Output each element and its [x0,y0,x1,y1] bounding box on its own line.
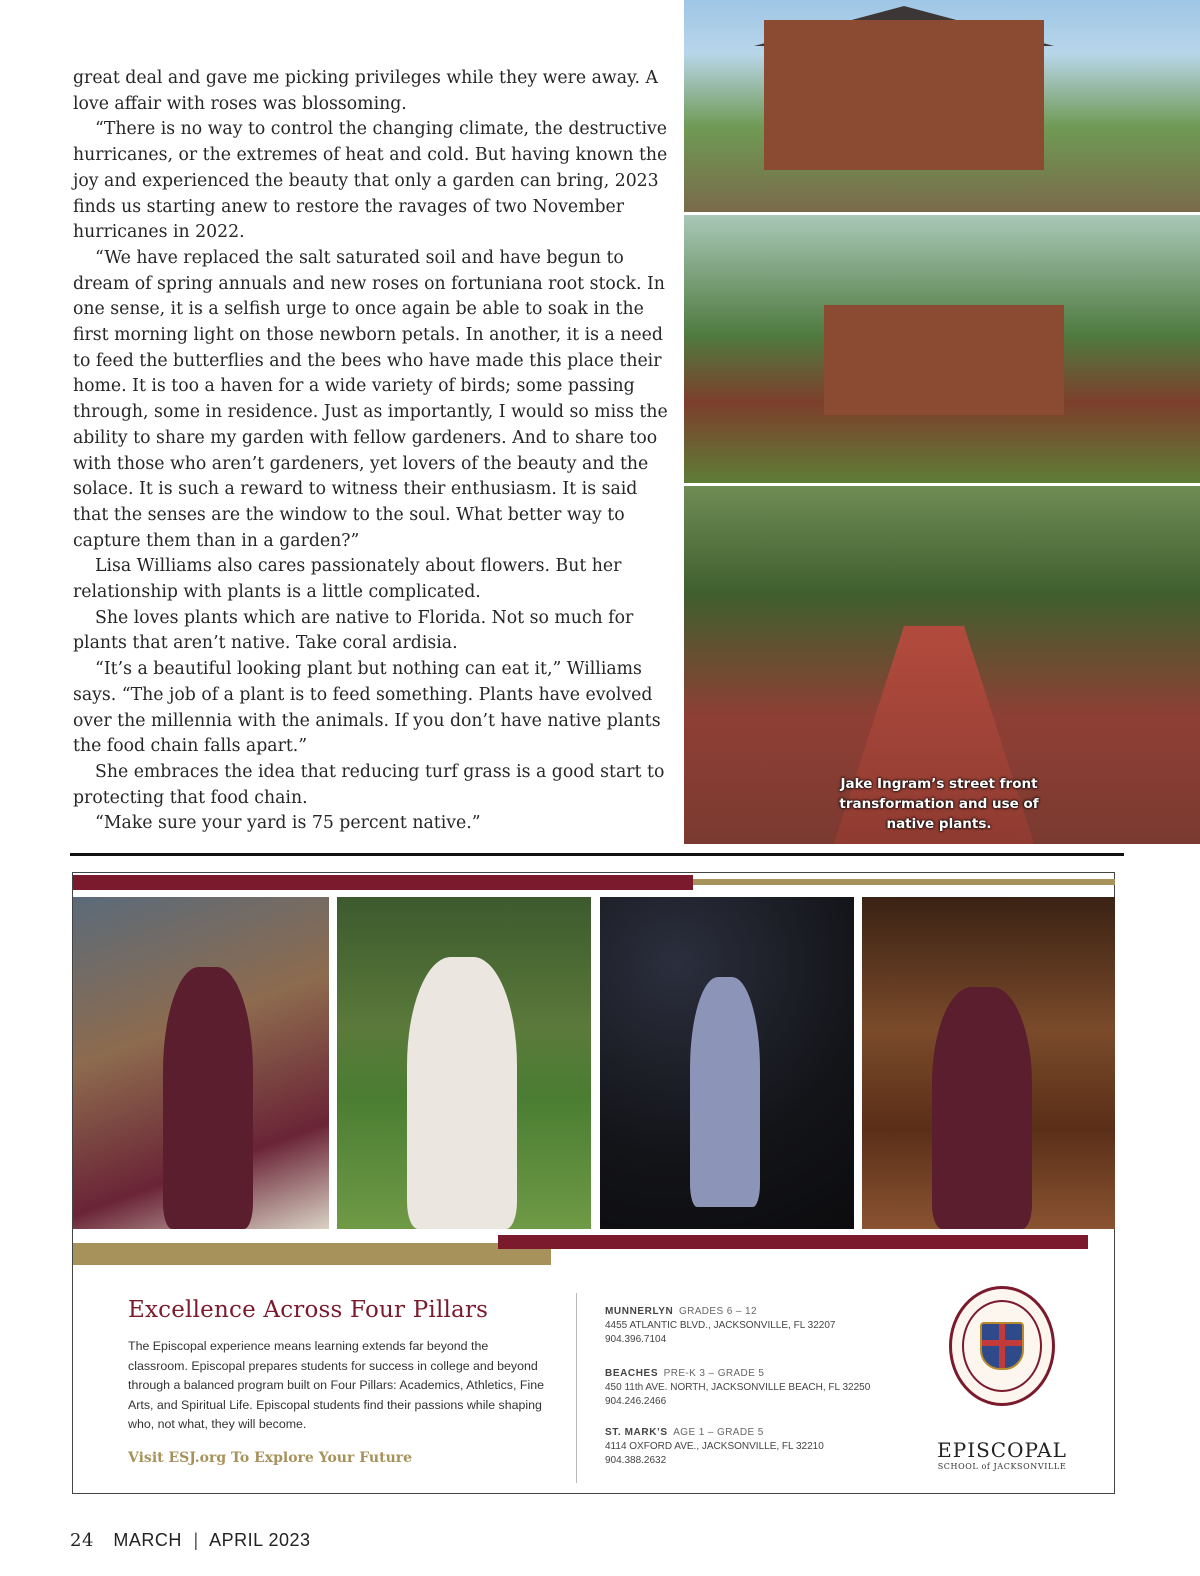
article-paragraph: She loves plants which are native to Florida. Not so much for plants that aren’t native. Take coral ardisia. [73,607,634,654]
brick-house-front [824,305,1064,415]
page-footer [70,1530,311,1551]
campus-name: MUNNERLYN [605,1306,674,1317]
student-figure [163,967,253,1229]
chapel-student-photo [862,897,1115,1229]
issue-month: MARCH [113,1530,182,1550]
dancer-figure [690,977,760,1207]
library-students-photo [73,897,329,1229]
campus-grades: GRADES 6 – 12 [678,1306,757,1317]
campus-address: 4114 OXFORD AVE., JACKSONVILLE, FL 32210 [605,1441,824,1452]
brand-subtitle: SCHOOL of JACKSONVILLE [937,1462,1067,1471]
palm-garden-photo [684,215,1200,483]
article-paragraph: “There is no way to control the changing climate, the destructive hurricanes, or the extremes of heat and cold. But having known the joy and experienced the beauty that only a garden can bring, 2023 finds us starting anew to restore the ravages of two November hurricanes in 2022. [73,119,668,243]
brick-path-photo [684,486,1200,844]
campus-phone: 904.388.2632 [605,1455,667,1466]
page-number: 24 [70,1530,94,1551]
article-body [73,66,673,837]
baseball-player-photo [337,897,591,1229]
article-paragraph: “We have replaced the salt saturated soil and have begun to dream of spring annuals and new roses on fortuniana root stock. In one sense, it is a selfish urge to once again be able to soak in the first morning light on those newborn petals. In another, it is a need to feed the butterflies and the bees who have made this place their home. It is too a haven for a wide variety of birds; some passing through, some in residence. Just as importantly, I would so miss the ability to share my garden with fellow gardeners. And to share too with those who aren’t gardeners, yet lovers of the beauty and the solace. It is such a reward to witness their enthusiasm. It is said that the senses are the window to the soul. What better way to capture them than in a garden?” [73,247,668,551]
section-divider [70,853,1124,856]
shield-icon [980,1322,1024,1370]
campus-name: BEACHES [605,1368,659,1379]
ad-divider [576,1293,577,1483]
school-seal-icon [949,1286,1055,1406]
campus-munnerlyn [605,1305,835,1347]
acolyte-figure [932,987,1032,1229]
brand-name: EPISCOPAL [937,1438,1067,1462]
gold-bar [693,879,1115,885]
campus-address: 450 11th AVE. NORTH, JACKSONVILLE BEACH, FL 32250 [605,1382,871,1393]
article-paragraph: Lisa Williams also cares passionately about flowers. But her relationship with plants is a little complicated. [73,556,622,603]
issue-date: APRIL 2023 [209,1530,311,1550]
ad-body: The Episcopal experience means learning extends far beyond the classroom. Episcopal prepares students for success in college and beyond through a balanced program built on Four Pillars: Academics, Athletics, Fine Arts, and Spiritual Life. Episcopal students find their passions while shaping who, not what, they will become. [128,1339,544,1431]
maroon-bar [73,875,693,890]
gold-bar-lower [73,1243,551,1265]
article-paragraph: “Make sure your yard is 75 percent native.” [95,813,481,834]
campus-grades: AGE 1 – GRADE 5 [673,1427,764,1438]
campus-address: 4455 ATLANTIC BLVD., JACKSONVILLE, FL 32207 [605,1320,836,1331]
episcopal-ad [72,872,1115,1494]
campus-name: ST. MARK’S [605,1427,668,1438]
campus-phone: 904.396.7104 [605,1334,667,1345]
campus-grades: PRE-K 3 – GRADE 5 [663,1368,765,1379]
player-figure [407,957,517,1229]
campus-beaches [605,1367,870,1409]
article-paragraph: great deal and gave me picking privileges while they were away. A love affair with roses was blossoming. [73,68,658,114]
brick-house [764,20,1044,170]
issue-separator: | [193,1530,199,1550]
campus-phone: 904.246.2466 [605,1396,667,1407]
ad-cta-link[interactable]: Visit ESJ.org To Explore Your Future [128,1450,413,1466]
house-photo [684,0,1200,212]
seal-ring [962,1300,1042,1392]
article-paragraph: She embraces the idea that reducing turf grass is a good start to protecting that food chain. [73,761,665,808]
ad-title: Excellence Across Four Pillars [128,1297,489,1323]
maroon-bar-lower [498,1235,1088,1249]
photo-caption: Jake Ingram’s street front transformation and use of native plants. [839,776,1039,832]
dancer-photo [600,897,854,1229]
article-paragraph: “It’s a beautiful looking plant but nothing can eat it,” Williams says. “The job of a plant is to feed something. Plants have evolved over the millennia with the animals. If you don’t have native plants the food chain falls apart.” [73,659,661,757]
campus-st-marks [605,1426,824,1468]
